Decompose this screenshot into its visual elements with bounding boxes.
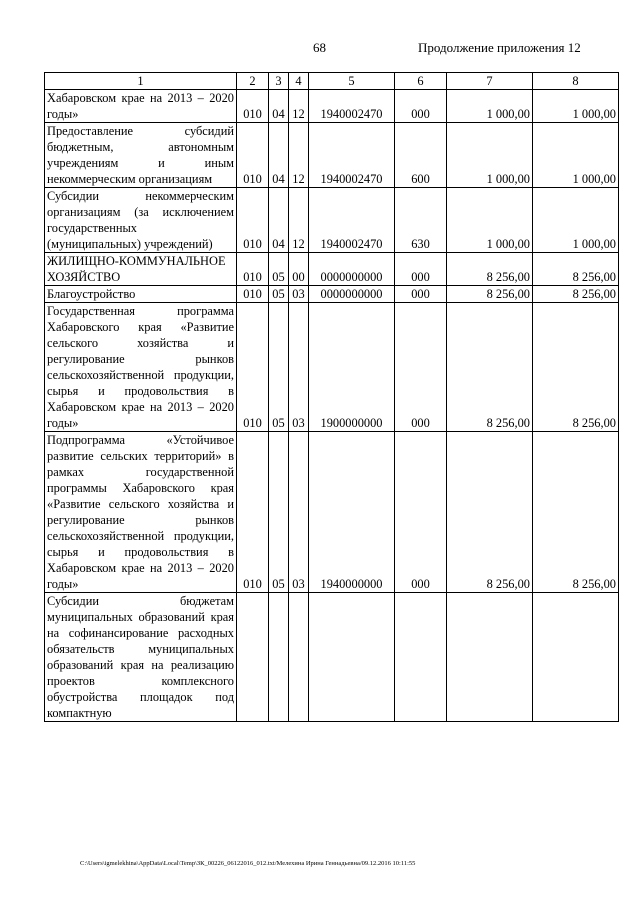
column-header: 6 [395,73,447,90]
expense-type-cell: 000 [395,303,447,432]
amount-2018-cell: 8 256,00 [533,432,619,593]
target-article-cell: 1940000000 [309,432,395,593]
row-name-cell: Благоустройство [45,286,237,303]
expense-type-cell: 630 [395,188,447,253]
section-code-cell: 05 [269,432,289,593]
expense-type-cell [395,593,447,722]
subsection-code-cell: 12 [289,123,309,188]
row-name-cell: Предоставление субсидий бюджетным, автономным учреждениям и иным некоммерческим организациям [45,123,237,188]
subsection-code-cell [289,593,309,722]
subsection-code-cell: 03 [289,432,309,593]
amount-2018-cell: 8 256,00 [533,303,619,432]
section-code-cell: 04 [269,188,289,253]
budget-table [44,72,619,722]
page-number: 68 [313,40,326,55]
target-article-cell: 0000000000 [309,253,395,286]
row-name-cell: Субсидии некоммерческим организациям (за исключением государственных (муниципальных) учреждений) [45,188,237,253]
expense-type-cell: 000 [395,286,447,303]
column-header: 8 [533,73,619,90]
subsection-code-cell: 12 [289,90,309,123]
row-name-cell: Субсидии бюджетам муниципальных образований края на софинансирование расходных обязательств муниципальных образований края на реализацию проектов комплексного обустройства площадок под компактную [45,593,237,722]
expense-type-cell: 000 [395,432,447,593]
appendix-continuation-title: Продолжение приложения 12 [418,40,581,55]
section-code-cell: 05 [269,253,289,286]
ministry-code-cell: 010 [237,303,269,432]
ministry-code-cell: 010 [237,123,269,188]
amount-2017-cell: 1 000,00 [447,90,533,123]
column-header: 2 [237,73,269,90]
target-article-cell: 1940002470 [309,90,395,123]
ministry-code-cell: 010 [237,432,269,593]
column-header: 1 [45,73,237,90]
file-path-footer: C:\Users\igmelekhina\AppData\Local\Temp\ЗК_00226_06122016_012.txt/Мелехина Ирина Геннадьевна/09.12.2016 10:11:55 [80,860,416,867]
amount-2017-cell: 8 256,00 [447,303,533,432]
column-number-row [45,73,619,90]
ministry-code-cell: 010 [237,253,269,286]
section-code-cell: 04 [269,123,289,188]
amount-2018-cell [533,593,619,722]
subsection-code-cell: 12 [289,188,309,253]
amount-2018-cell: 1 000,00 [533,123,619,188]
expense-type-cell: 000 [395,253,447,286]
table-row [45,188,619,253]
row-name-cell: ЖИЛИЩНО-КОММУНАЛЬНОЕ ХОЗЯЙСТВО [45,253,237,286]
target-article-cell: 1940002470 [309,123,395,188]
target-article-cell: 1900000000 [309,303,395,432]
amount-2018-cell: 8 256,00 [533,286,619,303]
row-name-cell: Хабаровском крае на 2013 – 2020 годы» [45,90,237,123]
row-name-cell: Государственная программа Хабаровского края «Развитие сельского хозяйства и регулирование рынков сельскохозяйственной продукции, сырья и продовольствия в Хабаровском крае на 2013 – 2020 годы» [45,303,237,432]
subsection-code-cell: 03 [289,303,309,432]
section-code-cell: 05 [269,286,289,303]
amount-2018-cell: 1 000,00 [533,188,619,253]
table-row [45,286,619,303]
amount-2017-cell [447,593,533,722]
ministry-code-cell: 010 [237,286,269,303]
subsection-code-cell: 03 [289,286,309,303]
amount-2017-cell: 8 256,00 [447,286,533,303]
table-row [45,303,619,432]
subsection-code-cell: 00 [289,253,309,286]
expense-type-cell: 600 [395,123,447,188]
amount-2017-cell: 1 000,00 [447,188,533,253]
ministry-code-cell [237,593,269,722]
column-header: 3 [269,73,289,90]
target-article-cell: 0000000000 [309,286,395,303]
table-row [45,90,619,123]
column-header: 4 [289,73,309,90]
ministry-code-cell: 010 [237,188,269,253]
target-article-cell: 1940002470 [309,188,395,253]
section-code-cell [269,593,289,722]
column-header: 7 [447,73,533,90]
amount-2017-cell: 8 256,00 [447,253,533,286]
target-article-cell [309,593,395,722]
table-row [45,432,619,593]
table-row [45,123,619,188]
table-row [45,253,619,286]
column-header: 5 [309,73,395,90]
amount-2017-cell: 1 000,00 [447,123,533,188]
amount-2017-cell: 8 256,00 [447,432,533,593]
table-row [45,593,619,722]
row-name-cell: Подпрограмма «Устойчивое развитие сельских территорий» в рамках государственной программы Хабаровского края «Развитие сельского хозяйства и регулирование рынков сельскохозяйственной продукции, сырья и продовольствия в Хабаровском крае на 2013 – 2020 годы» [45,432,237,593]
ministry-code-cell: 010 [237,90,269,123]
amount-2018-cell: 1 000,00 [533,90,619,123]
expense-type-cell: 000 [395,90,447,123]
section-code-cell: 05 [269,303,289,432]
section-code-cell: 04 [269,90,289,123]
amount-2018-cell: 8 256,00 [533,253,619,286]
